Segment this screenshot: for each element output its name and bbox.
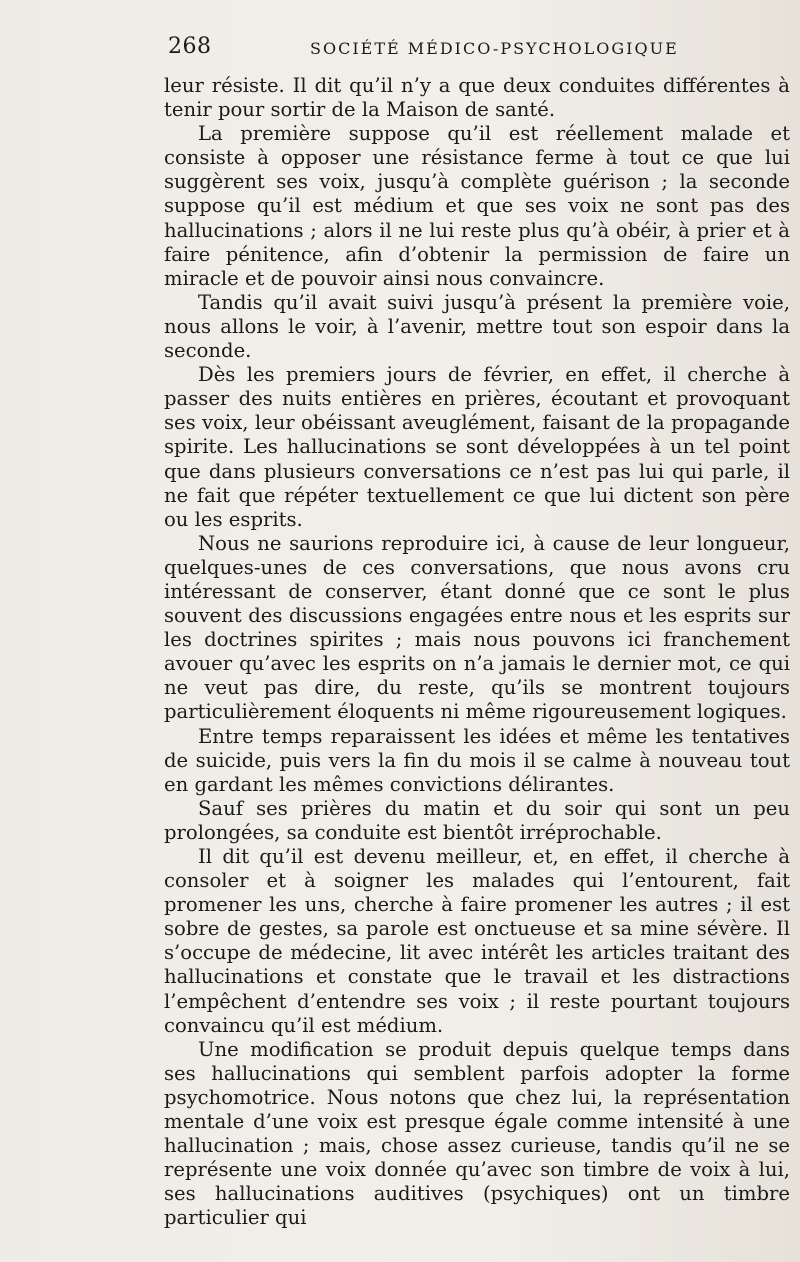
body-text bbox=[164, 74, 790, 1231]
paragraph-5: Nous ne saurions reproduire ici, à cause de leur longueur, quelques-unes de ces conversations, que nous avons cru intéressant de conserver, étant donné que ce sont le plus souvent des discussions engagées entre nous et les esprits sur les doctrines spirites ; mais nous pouvons ici franchement avouer qu’avec les esprits on n’a jamais le dernier mot, ce qui ne veut pas dire, du reste, qu’ils se montrent toujours particulièrement éloquents ni même rigoureusement logiques. bbox=[164, 531, 790, 724]
paragraph-6: Entre temps reparaissent les idées et même les tentatives de suicide, puis vers la fin du mois il se calme à nouveau tout en gardant les mêmes convictions délirantes. bbox=[164, 724, 790, 796]
paragraph-8: Il dit qu’il est devenu meilleur, et, en effet, il cherche à consoler et à soigner les malades qui l’entourent, fait promener les uns, cherche à faire promener les autres ; il est sobre de gestes, sa parole est onctueuse et sa mine sévère. Il s’occupe de médecine, lit avec intérêt les articles traitant des hallucinations et constate que le travail et les distractions l’empêchent d’entendre ses voix ; il reste pourtant toujours convaincu qu’il est médium. bbox=[164, 845, 790, 1037]
paragraph-9: Une modification se produit depuis quelque temps dans ses hallucinations qui semblent parfois adopter la forme psychomotrice. Nous notons que chez lui, la représentation mentale d’une voix est presque égale comme intensité à une hallucination ; mais, chose assez curieuse, tandis qu’il ne se représente une voix donnée qu’avec son timbre de voix à lui, ses hallucinations auditives (psychiques) ont un timbre particulier qui bbox=[164, 1037, 790, 1230]
page-number: 268 bbox=[168, 34, 212, 59]
paragraph-3: Tandis qu’il avait suivi jusqu’à présent la première voie, nous allons le voir, à l’avenir, mettre tout son espoir dans la seconde. bbox=[164, 290, 790, 363]
page-header bbox=[168, 34, 788, 64]
running-head: SOCIÉTÉ MÉDICO-PSYCHOLOGIQUE bbox=[310, 39, 679, 58]
paragraph-1: leur résiste. Il dit qu’il n’y a que deux conduites différentes à tenir pour sortir de la Maison de santé. bbox=[164, 74, 790, 122]
paragraph-4: Dès les premiers jours de février, en effet, il cherche à passer des nuits entières en prières, écoutant et provoquant ses voix, leur obéissant aveuglément, faisant de la propagande spirite. Les hallucinations se sont développées à un tel point que dans plusieurs conversations ce n’est pas lui qui parle, il ne fait que répéter textuellement ce que lui dictent son père ou les esprits. bbox=[164, 363, 790, 531]
paragraph-2: La première suppose qu’il est réellement malade et consiste à opposer une résistance ferme à tout ce que lui suggèrent ses voix, jusqu’à complète guérison ; la seconde suppose qu’il est médium et que ses voix ne sont pas des hallucinations ; alors il ne lui reste plus qu’à obéir, à prier et à faire pénitence, afin d’obtenir la permission de faire un miracle et de pouvoir ainsi nous convaincre. bbox=[164, 122, 790, 290]
paragraph-7: Sauf ses prières du matin et du soir qui sont un peu prolongées, sa conduite est bientôt irréprochable. bbox=[164, 796, 790, 844]
